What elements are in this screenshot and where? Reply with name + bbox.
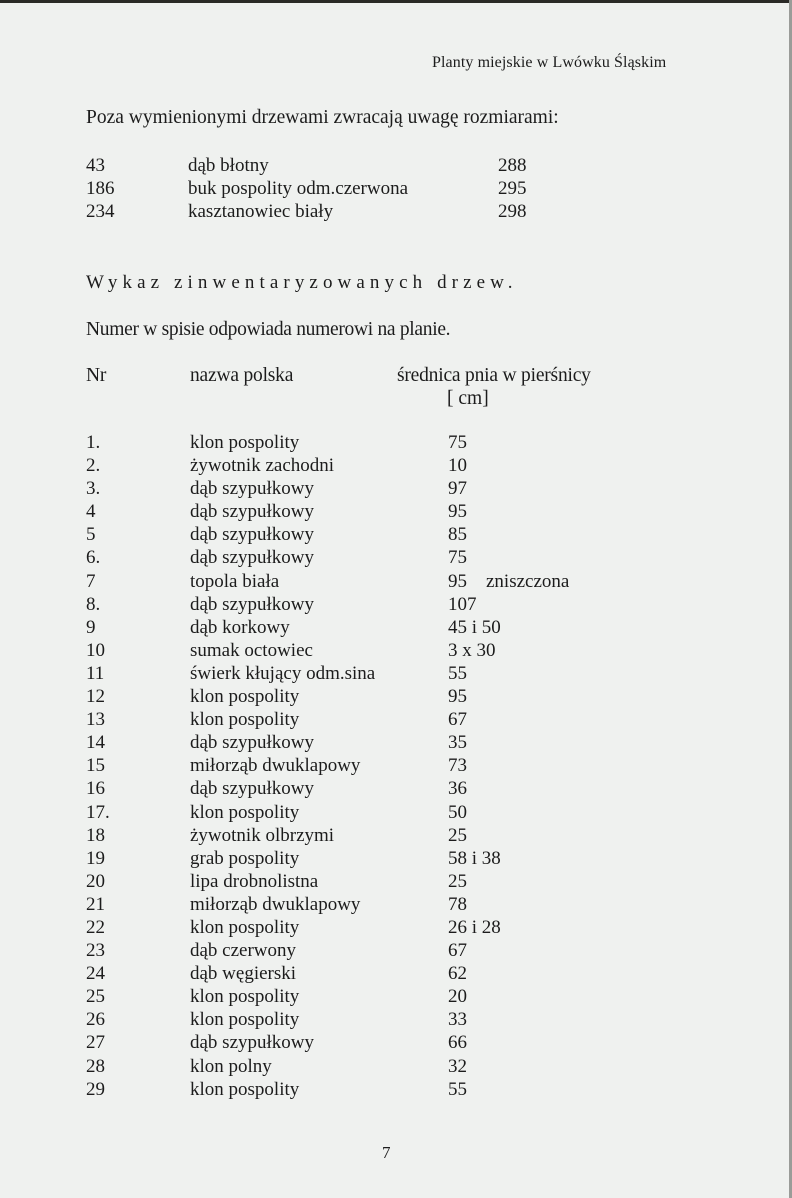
tree-name: świerk kłujący odm.sina: [190, 662, 376, 684]
table-row: [86, 1078, 606, 1101]
trunk-diameter: 36: [448, 778, 467, 800]
tree-name: żywotnik olbrzymi: [190, 824, 335, 846]
tree-number: 16: [86, 778, 105, 800]
tree-number: 15: [86, 755, 105, 777]
trunk-diameter: 62: [448, 963, 467, 985]
list-item: [86, 177, 546, 200]
tree-name: dąb szypułkowy: [190, 524, 315, 546]
tree-name: miłorząb dwuklapowy: [190, 893, 361, 915]
notable-trees-list: [86, 154, 546, 223]
trunk-diameter: 45 i 50: [448, 616, 501, 638]
tree-name: dąb szypułkowy: [190, 778, 315, 800]
tree-number: 2.: [86, 455, 101, 477]
tree-number: 186: [86, 178, 115, 199]
table-row: [86, 801, 606, 824]
tree-name: miłorząb dwuklapowy: [190, 755, 361, 777]
column-header-name: nazwa polska: [190, 365, 294, 386]
tree-number: 10: [86, 639, 105, 661]
table-row: [86, 1008, 606, 1031]
tree-number: 26: [86, 1009, 105, 1031]
tree-number: 8.: [86, 593, 101, 615]
intro-text: Poza wymienionymi drzewami zwracają uwagę rozmiarami:: [86, 107, 559, 128]
column-header-diameter: średnica pnia w pierśnicy: [397, 365, 591, 386]
trunk-diameter: 67: [448, 709, 467, 731]
tree-number: 1.: [86, 432, 101, 453]
trunk-diameter: 55: [448, 1078, 467, 1100]
tree-inventory-table: [86, 431, 606, 1101]
tree-number: 4: [86, 501, 96, 523]
table-row: [86, 985, 606, 1008]
table-row: [86, 685, 606, 708]
trunk-diameter: 85: [448, 524, 467, 546]
trunk-diameter: 25: [448, 824, 467, 846]
table-row: [86, 731, 606, 754]
trunk-diameter: 55: [448, 662, 467, 684]
tree-value: 288: [498, 155, 527, 176]
tree-name: dąb korkowy: [190, 616, 290, 638]
table-row: [86, 546, 606, 569]
tree-name: grab pospolity: [190, 847, 300, 869]
page-number: 7: [382, 1143, 391, 1162]
table-row: [86, 708, 606, 731]
tree-value: 298: [498, 201, 527, 222]
table-row: [86, 570, 606, 593]
section-note: Numer w spisie odpowiada numerowi na planie.: [86, 319, 451, 340]
tree-number: 11: [86, 662, 105, 684]
trunk-diameter: 75: [448, 432, 467, 453]
list-item: [86, 200, 546, 223]
tree-number: 14: [86, 732, 105, 754]
tree-name: żywotnik zachodni: [190, 455, 335, 477]
running-head: Planty miejskie w Lwówku Śląskim: [432, 54, 667, 71]
trunk-diameter: 33: [448, 1009, 467, 1031]
table-row: [86, 962, 606, 985]
table-row: [86, 916, 606, 939]
trunk-diameter: 3 x 30: [448, 639, 496, 661]
tree-number: 29: [86, 1078, 105, 1100]
tree-number: 5: [86, 524, 96, 546]
column-header-nr: Nr: [86, 365, 107, 386]
tree-name: klon pospolity: [190, 709, 300, 731]
trunk-diameter: 73: [448, 755, 467, 777]
tree-number: 24: [86, 963, 105, 985]
document-page: [0, 3, 789, 1198]
tree-number: 28: [86, 1055, 105, 1077]
table-row: [86, 523, 606, 546]
table-row: [86, 662, 606, 685]
tree-number: 17.: [86, 801, 110, 823]
tree-name: dąb szypułkowy: [190, 547, 315, 569]
tree-number: 20: [86, 870, 105, 892]
tree-number: 9: [86, 616, 96, 638]
table-row: [86, 593, 606, 616]
tree-name: sumak octowiec: [190, 639, 313, 661]
tree-name: dąb szypułkowy: [190, 1032, 315, 1054]
trunk-diameter: 95: [448, 501, 467, 523]
trunk-diameter: 50: [448, 801, 467, 823]
table-row: [86, 431, 606, 454]
trunk-diameter: 75: [448, 547, 467, 569]
tree-name: dąb szypułkowy: [190, 501, 315, 523]
tree-name: klon pospolity: [190, 1009, 300, 1031]
trunk-diameter: 95: [448, 686, 467, 708]
tree-number: 13: [86, 709, 105, 731]
table-row: [86, 847, 606, 870]
trunk-diameter: 32: [448, 1055, 467, 1077]
table-row: [86, 1031, 606, 1054]
table-row: [86, 639, 606, 662]
tree-name: lipa drobnolistna: [190, 870, 319, 892]
trunk-diameter: 78: [448, 893, 467, 915]
tree-number: 234: [86, 201, 115, 222]
trunk-diameter: 35: [448, 732, 467, 754]
table-row: [86, 454, 606, 477]
tree-name: klon pospolity: [190, 432, 300, 453]
table-row: [86, 893, 606, 916]
tree-number: 3.: [86, 478, 101, 500]
trunk-diameter: 66: [448, 1032, 467, 1054]
tree-number: 25: [86, 986, 105, 1008]
tree-name: dąb szypułkowy: [190, 478, 315, 500]
tree-name: dąb węgierski: [190, 963, 297, 985]
tree-number: 21: [86, 893, 105, 915]
trunk-diameter: 97: [448, 478, 467, 500]
trunk-diameter: 67: [448, 940, 467, 962]
tree-name: buk pospolity odm.czerwona: [188, 178, 409, 199]
tree-number: 19: [86, 847, 105, 869]
trunk-diameter: 10: [448, 455, 467, 477]
tree-number: 23: [86, 940, 105, 962]
column-header-unit: [ cm]: [447, 388, 489, 409]
tree-name: dąb szypułkowy: [190, 732, 315, 754]
tree-name: topola biała: [190, 570, 280, 592]
tree-number: 6.: [86, 547, 101, 569]
trunk-diameter: 58 i 38: [448, 847, 501, 869]
tree-number: 27: [86, 1032, 105, 1054]
trunk-diameter: 95: [448, 570, 467, 592]
table-row: [86, 500, 606, 523]
table-row: [86, 754, 606, 777]
tree-name: klon pospolity: [190, 1078, 300, 1100]
table-row: [86, 1055, 606, 1078]
list-item: [86, 154, 546, 177]
tree-number: 12: [86, 686, 105, 708]
table-row: [86, 777, 606, 800]
table-row: [86, 824, 606, 847]
section-title: Wykaz zinwentaryzowanych drzew.: [86, 272, 518, 293]
tree-name: klon polny: [190, 1055, 272, 1077]
trunk-diameter: 20: [448, 986, 467, 1008]
table-row: [86, 616, 606, 639]
tree-number: 18: [86, 824, 105, 846]
tree-number: 7: [86, 570, 96, 592]
tree-remark: zniszczona: [486, 570, 570, 592]
tree-name: dąb czerwony: [190, 940, 297, 962]
trunk-diameter: 26 i 28: [448, 916, 501, 938]
tree-name: kasztanowiec biały: [188, 201, 334, 222]
tree-name: klon pospolity: [190, 801, 300, 823]
tree-value: 295: [498, 178, 527, 199]
tree-name: klon pospolity: [190, 916, 300, 938]
trunk-diameter: 107: [448, 593, 477, 615]
trunk-diameter: 25: [448, 870, 467, 892]
tree-name: dąb błotny: [188, 155, 269, 176]
table-row: [86, 939, 606, 962]
table-row: [86, 477, 606, 500]
tree-number: 43: [86, 155, 105, 176]
tree-name: klon pospolity: [190, 686, 300, 708]
table-row: [86, 870, 606, 893]
tree-name: klon pospolity: [190, 986, 300, 1008]
tree-number: 22: [86, 916, 105, 938]
tree-name: dąb szypułkowy: [190, 593, 315, 615]
